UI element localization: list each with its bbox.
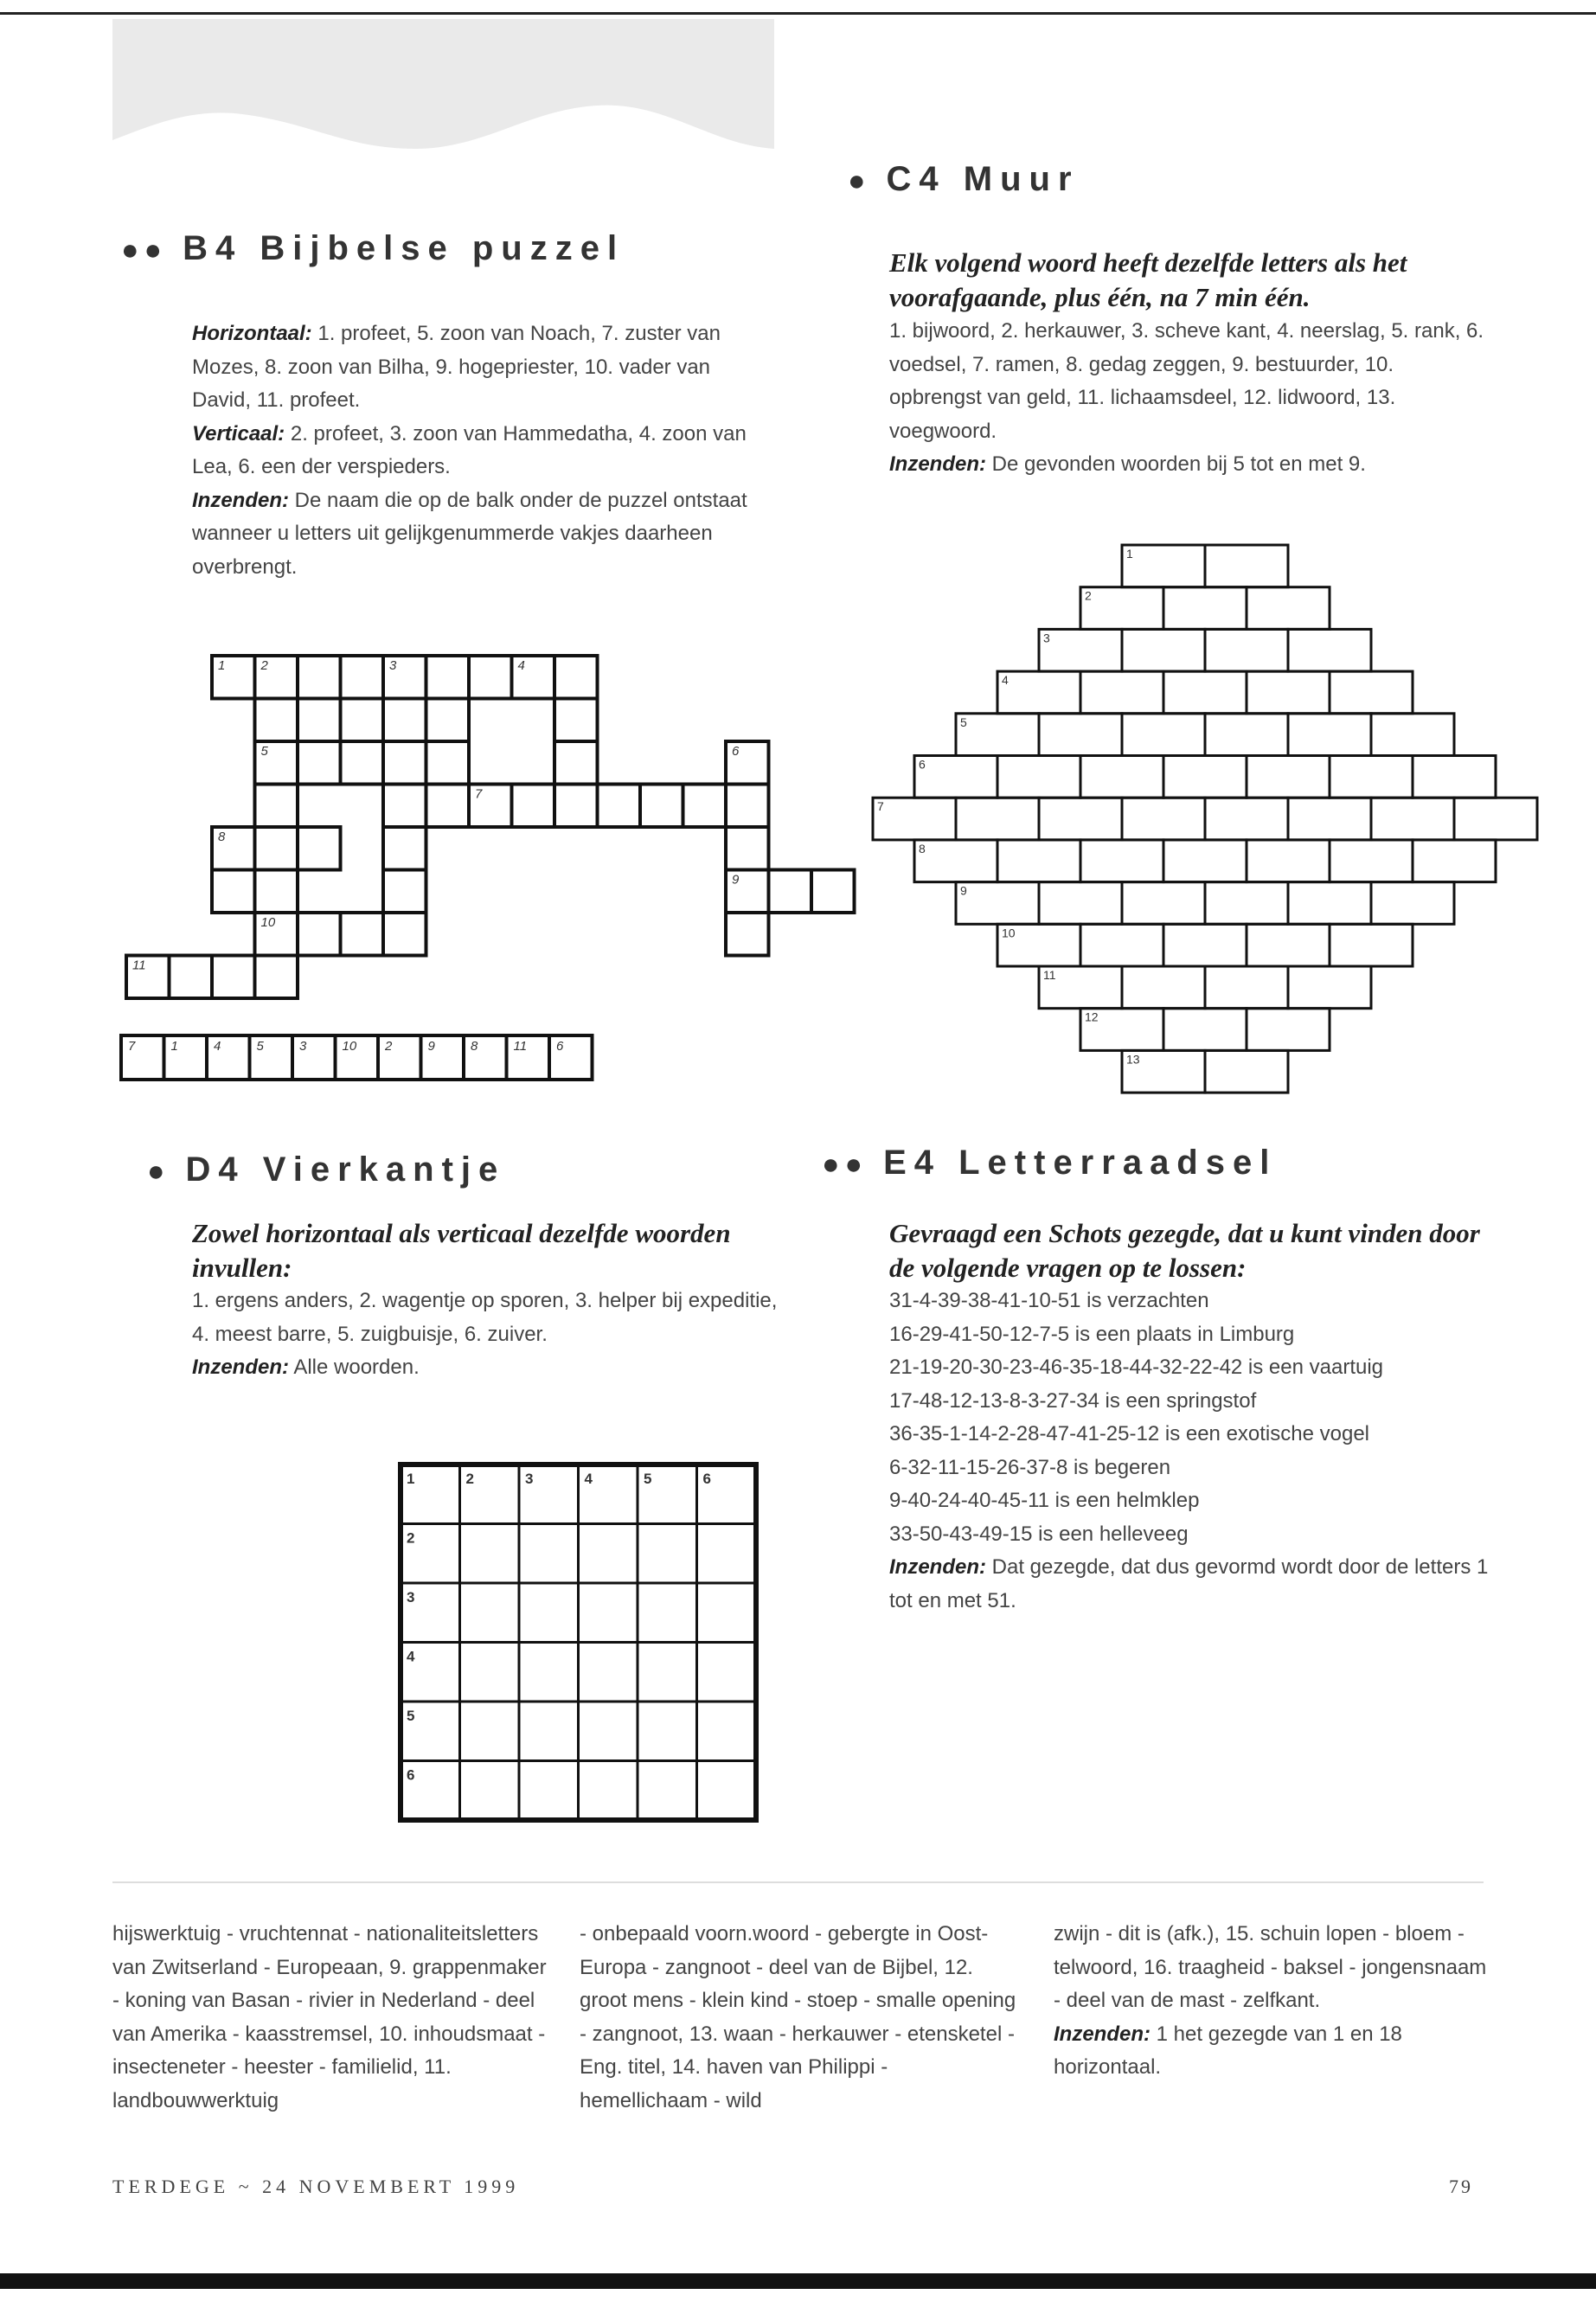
b4-title: B4 Bijbelse puzzel — [183, 229, 625, 267]
d4-title: D4 Vierkantje — [185, 1150, 506, 1189]
b4-cell-number: 8 — [218, 830, 226, 844]
b4-verticaal-label: Verticaal: — [192, 421, 285, 445]
c4-bullet: ● — [848, 164, 871, 197]
b4-cell-number: 6 — [732, 744, 740, 759]
b4-answer-number: 9 — [427, 1039, 435, 1054]
b4-answer-number: 1 — [170, 1039, 178, 1054]
d4-grid-cell[interactable] — [638, 1583, 697, 1643]
d4-grid-cell[interactable] — [460, 1702, 520, 1761]
c4-inzenden-text: De gevonden woorden bij 5 tot en met 9. — [986, 452, 1366, 476]
footer-page-number: 79 — [1449, 2176, 1473, 2197]
d4-grid-cell[interactable] — [579, 1702, 638, 1761]
d4-grid-cell[interactable] — [638, 1702, 697, 1761]
c4-text: 1. bijwoord, 2. herkauwer, 3. scheve kant, 4. neerslag, 5. rank, 6. voedsel, 7. ramen, 8. gedag zeggen, 9. bestuurder, 10. opbrengst van geld, 11. lichaamsdeel, 12. lidwoord, 13. voegwoord. — [889, 319, 1484, 443]
b4-answer-number: 4 — [214, 1039, 221, 1054]
b4-cell-number: 10 — [260, 915, 276, 930]
d4-grid-cell[interactable] — [579, 1761, 638, 1821]
bottom-column-1: hijswerktuig - vruchtennat - nationaliteitsletters van Zwitserland - Europeaan, 9. grappenmaker - koning van Basan - rivier in Nederland - deel van Amerika - kaasstremsel, 10. inhoudsmaat - insecteneter - heester - familielid, 11. landbouwwerktuig — [112, 1922, 547, 2112]
d4-grid-cell[interactable] — [697, 1524, 757, 1584]
bottom-column-3-text: zwijn - dit is (afk.), 15. schuin lopen - bloem - telwoord, 16. traagheid - baksel - jongensnaam - deel van de mast - zelfkant. — [1054, 1922, 1487, 2012]
e4-title: E4 Letterraadsel — [883, 1144, 1278, 1182]
c4-row-number: 11 — [1043, 968, 1056, 982]
d4-grid-cell[interactable] — [460, 1583, 520, 1643]
b4-answer-number: 10 — [342, 1039, 357, 1054]
d4-grid-cell[interactable] — [519, 1524, 579, 1584]
b4-cell-number: 7 — [475, 786, 483, 802]
c4-subtitle: Elk volgend woord heeft dezelfde letters als het voorafgaande, plus één, na 7 min één. — [889, 247, 1407, 312]
c4-row-number: 13 — [1126, 1052, 1140, 1067]
d4-grid-cell[interactable] — [697, 1583, 757, 1643]
d4-grid-cell[interactable] — [579, 1524, 638, 1584]
d4-column-number: 2 — [465, 1471, 474, 1487]
d4-grid-cell[interactable] — [638, 1761, 697, 1821]
bottom-column-2: - onbepaald voorn.woord - gebergte in Oost-Europa - zangnoot - deel van de Bijbel, 12. groot mens - klein kind - stoep - smalle opening - zangnoot, 13. waan - herkauwer - etensketel - Eng. titel, 14. haven van Philippi - hemellichaam - wild — [580, 1922, 1016, 2112]
e4-clue-line: 36-35-1-14-2-28-47-41-25-12 is een exotische vogel — [889, 1422, 1369, 1445]
d4-row-number: 4 — [407, 1648, 415, 1665]
e4-clue-line: 16-29-41-50-12-7-5 is een plaats in Limburg — [889, 1322, 1295, 1346]
d4-grid-cell[interactable] — [519, 1643, 579, 1702]
d4-grid-cell[interactable] — [579, 1643, 638, 1702]
d4-grid-cell[interactable] — [519, 1761, 579, 1821]
d4-grid-cell[interactable] — [519, 1583, 579, 1643]
e4-clue-line: 21-19-20-30-23-46-35-18-44-32-22-42 is een vaartuig — [889, 1356, 1384, 1379]
d4-bullet: ● — [147, 1155, 170, 1188]
d4-grid-cell[interactable] — [697, 1643, 757, 1702]
c4-row-number: 8 — [919, 841, 926, 856]
footer-publication: TERDEGE ~ 24 NOVEMBERT 1999 — [112, 2176, 520, 2197]
e4-bullets: ●● — [822, 1148, 869, 1181]
d4-row-number: 2 — [407, 1529, 415, 1547]
e4-clue-line: 31-4-39-38-41-10-51 is verzachten — [889, 1289, 1209, 1312]
e4-subtitle: Gevraagd een Schots gezegde, dat u kunt vinden door de volgende vragen op te lossen: — [889, 1218, 1480, 1283]
d4-column-number: 6 — [702, 1471, 711, 1487]
d4-inzenden-text: Alle woorden. — [289, 1356, 420, 1379]
d4-text: 1. ergens anders, 2. wagentje op sporen, 3. helper bij expeditie, 4. meest barre, 5. zuigbuisje, 6. zuiver. — [192, 1289, 778, 1346]
d4-column-number: 3 — [525, 1471, 534, 1487]
b4-cell-number: 11 — [132, 958, 146, 973]
d4-column-number: 4 — [584, 1471, 593, 1487]
d4-grid-cell[interactable] — [697, 1761, 757, 1821]
d4-inzenden-label: Inzenden: — [192, 1356, 289, 1379]
c4-row-number: 1 — [1126, 547, 1133, 561]
b4-answer-number: 6 — [556, 1039, 564, 1054]
c4-row-number: 5 — [960, 715, 967, 729]
bottom-rule — [0, 2273, 1596, 2289]
b4-answer-number: 8 — [471, 1039, 478, 1054]
e4-heading — [822, 1144, 1277, 1183]
c4-title: C4 Muur — [886, 160, 1080, 198]
d4-row-number: 5 — [407, 1708, 415, 1724]
e4-clue-line: 17-48-12-13-8-3-27-34 is een springstof — [889, 1388, 1257, 1413]
d4-grid-cell[interactable] — [638, 1524, 697, 1584]
d4-grid-cell[interactable] — [460, 1524, 520, 1584]
e4-clue-line: 9-40-24-40-45-11 is een helmklep — [889, 1489, 1200, 1512]
d4-column-number: 1 — [407, 1471, 415, 1487]
d4-grid-cell[interactable] — [460, 1761, 520, 1821]
d4-row-number: 6 — [407, 1766, 415, 1784]
c4-row-number: 6 — [919, 757, 926, 772]
e4-inzenden-label: Inzenden: — [889, 1555, 986, 1579]
c4-row-number: 10 — [1002, 926, 1016, 940]
d4-grid-cell[interactable] — [519, 1702, 579, 1761]
e4-inzenden-text: Dat gezegde, dat dus gevormd wordt door de letters 1 tot en met 51. — [889, 1555, 1489, 1612]
d4-grid-cell[interactable] — [697, 1702, 757, 1761]
bottom-inzenden-text: 1 het gezegde van 1 en 18 horizontaal. — [1054, 2022, 1402, 2079]
b4-bullets: ●● — [121, 234, 168, 266]
c4-inzenden-label: Inzenden: — [889, 452, 986, 476]
b4-inzenden-label: Inzenden: — [192, 488, 289, 512]
b4-answer-number: 2 — [385, 1039, 393, 1054]
b4-cell-number: 9 — [732, 872, 740, 888]
b4-horizontaal-label: Horizontaal: — [192, 322, 312, 345]
c4-row-number: 3 — [1043, 631, 1050, 645]
b4-inzenden-text: De naam die op de balk onder de puzzel ontstaat wanneer u letters uit gelijkgenummerde vakjes daarheen overbrengt. — [192, 488, 747, 579]
section-divider — [112, 1881, 1484, 1883]
b4-cell-number: 4 — [517, 658, 525, 673]
e4-clue-line: 6-32-11-15-26-37-8 is begeren — [889, 1455, 1171, 1479]
b4-cell-number: 5 — [260, 744, 268, 759]
e4-clue-line: 33-50-43-49-15 is een helleveeg — [889, 1522, 1189, 1546]
d4-grid-cell[interactable] — [579, 1583, 638, 1643]
b4-horizontaal-text: 1. profeet, 5. zoon van Noach, 7. zuster van Mozes, 8. zoon van Bilha, 9. hogepriester, 10. vader van David, 11. profeet. — [192, 322, 721, 412]
d4-row-number: 3 — [407, 1589, 415, 1606]
b4-cell-number: 3 — [389, 658, 397, 673]
b4-answer-number: 11 — [513, 1039, 528, 1054]
b4-answer-number: 5 — [256, 1039, 264, 1054]
b4-cell-number: 1 — [218, 658, 226, 673]
b4-answer-number: 7 — [128, 1039, 136, 1054]
c4-row-number: 7 — [877, 799, 884, 814]
e4-clues — [889, 1285, 1495, 1618]
c4-row-number: 4 — [1002, 673, 1009, 688]
d4-grid-cell[interactable] — [638, 1643, 697, 1702]
b4-cell-number: 2 — [260, 658, 268, 673]
b4-verticaal-text: 2. profeet, 3. zoon van Hammedatha, 4. zoon van Lea, 6. een der verspieders. — [192, 421, 747, 478]
d4-column-number: 5 — [644, 1471, 652, 1487]
c4-row-number: 2 — [1085, 588, 1092, 603]
bottom-column-3 — [1054, 1918, 1490, 2085]
d4-subtitle: Zowel horizontaal als verticaal dezelfde woorden invullen: — [192, 1218, 731, 1283]
c4-row-number: 12 — [1085, 1009, 1099, 1024]
bottom-inzenden-label: Inzenden: — [1054, 2022, 1151, 2046]
d4-grid-cell[interactable] — [460, 1643, 520, 1702]
c4-row-number: 9 — [960, 883, 967, 898]
b4-answer-number: 3 — [299, 1039, 307, 1054]
